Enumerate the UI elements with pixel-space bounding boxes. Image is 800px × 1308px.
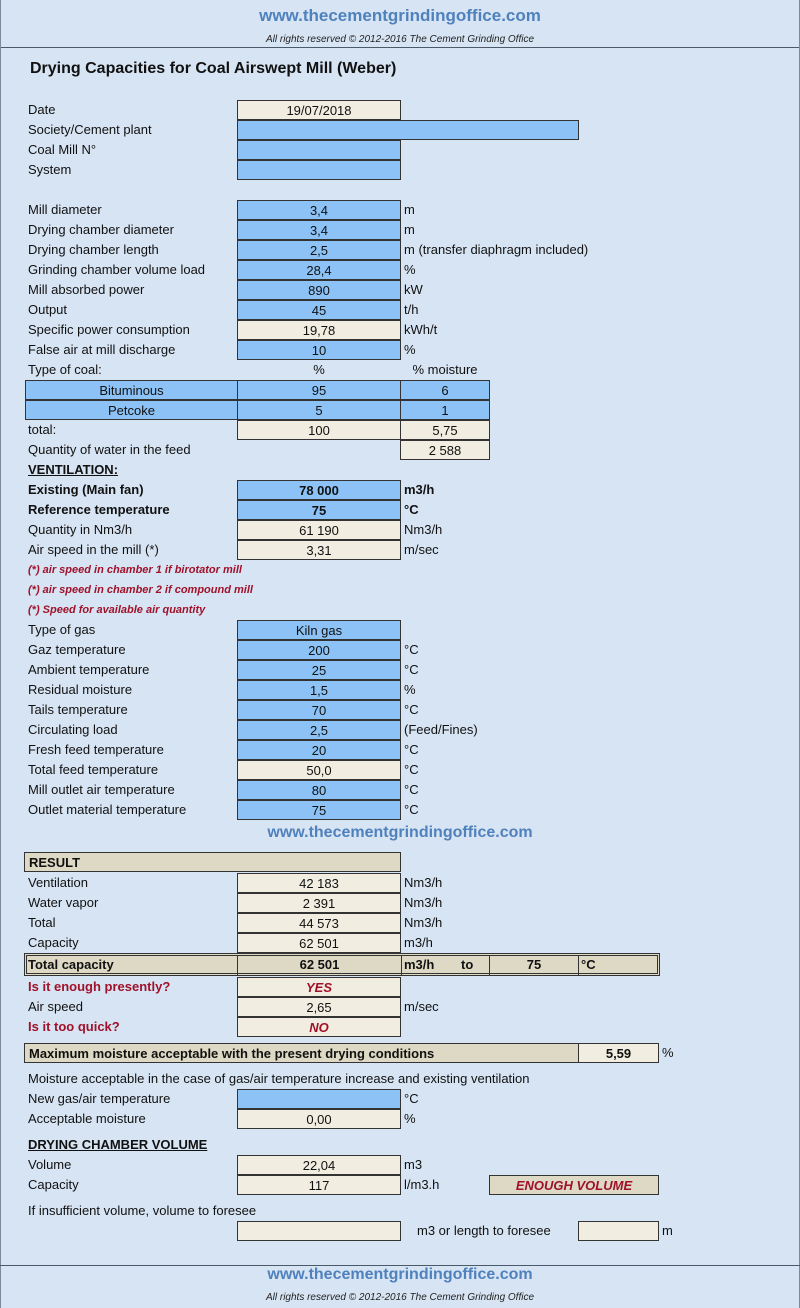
result-unit: Nm3/h [404, 875, 443, 890]
gas-param-value[interactable]: 2,5 [237, 720, 401, 740]
gas-param-label: Ambient temperature [28, 662, 150, 677]
mill-param-unit: m (transfer diaphragm included) [404, 242, 589, 257]
result-unit: Nm3/h [404, 895, 443, 910]
gas-param-label: Circulating load [28, 722, 118, 737]
society-label: Society/Cement plant [28, 122, 152, 137]
total-to-label: to [461, 957, 474, 972]
ventilation-unit: Nm3/h [404, 522, 443, 537]
result-value: 2 391 [237, 893, 401, 913]
foresee-volume-field [237, 1221, 401, 1241]
gas-param-label: Tails temperature [28, 702, 128, 717]
ventilation-note: (*) Speed for available air quantity [28, 604, 206, 616]
coal-type-pct[interactable]: 5 [237, 400, 401, 420]
total-divider-2 [401, 955, 402, 975]
result-unit: Nm3/h [404, 915, 443, 930]
new-temp-label: New gas/air temperature [28, 1091, 171, 1106]
system-field[interactable] [237, 160, 401, 180]
air-speed-unit: m/sec [404, 999, 439, 1014]
acc-moisture-value: 0,00 [237, 1109, 401, 1129]
mill-param-unit: m [404, 202, 415, 217]
quick-label: Is it too quick? [28, 1019, 120, 1034]
foresee-length-field [578, 1221, 659, 1241]
gas-param-value: 50,0 [237, 760, 401, 780]
result-unit: m3/h [404, 935, 433, 950]
max-moisture-unit: % [662, 1045, 674, 1060]
mill-param-value: 19,78 [237, 320, 401, 340]
water-value: 2 588 [400, 440, 490, 460]
mill-param-value[interactable]: 10 [237, 340, 401, 360]
enough-value: YES [237, 977, 401, 997]
mill-param-unit: kW [404, 282, 423, 297]
site-footer-link[interactable]: www.thecementgrindingoffice.com [267, 1266, 533, 1283]
gas-param-value[interactable]: Kiln gas [237, 620, 401, 640]
result-value: 42 183 [237, 873, 401, 893]
max-moisture-label: Maximum moisture acceptable with the present drying conditions [24, 1043, 579, 1063]
result-value: 62 501 [237, 933, 401, 953]
coal-total-pct: 100 [237, 420, 401, 440]
result-heading: RESULT [24, 852, 401, 872]
ventilation-label: Air speed in the mill (*) [28, 542, 159, 557]
ventilation-label: Existing (Main fan) [28, 482, 144, 497]
volume-label: Volume [28, 1157, 72, 1172]
chamber-capacity-unit: l/m3.h [404, 1177, 440, 1192]
water-label: Quantity of water in the feed [28, 442, 191, 457]
site-header-link[interactable]: www.thecementgrindingoffice.com [259, 6, 541, 25]
gas-param-label: Outlet material temperature [28, 802, 187, 817]
air-speed-value: 2,65 [237, 997, 401, 1017]
mill-param-unit: t/h [404, 302, 419, 317]
coal-total-moisture: 5,75 [400, 420, 490, 440]
mill-param-unit: m [404, 222, 415, 237]
total-to-unit: °C [581, 957, 596, 972]
insufficient-label: If insufficient volume, volume to foresee [28, 1203, 257, 1218]
result-label: Total [28, 915, 56, 930]
mill-param-label: Output [28, 302, 68, 317]
total-to-value: 75 [526, 957, 542, 972]
mill-param-label: Specific power consumption [28, 322, 190, 337]
gas-param-value[interactable]: 25 [237, 660, 401, 680]
air-speed-label: Air speed [28, 999, 83, 1014]
ventilation-note: (*) air speed in chamber 2 if compound mill [28, 584, 253, 596]
gas-param-unit: % [404, 682, 416, 697]
copyright-header: All rights reserved © 2012-2016 The Cement Grinding Office [265, 34, 535, 45]
mill-param-unit: % [404, 262, 416, 277]
total-capacity-label: Total capacity [28, 957, 114, 972]
max-moisture-value: 5,59 [578, 1043, 659, 1063]
mill-no-field[interactable] [237, 140, 401, 160]
gas-param-value[interactable]: 20 [237, 740, 401, 760]
enough-label: Is it enough presently? [28, 979, 171, 994]
gas-param-label: Fresh feed temperature [28, 742, 164, 757]
ventilation-note: (*) air speed in chamber 1 if birotator mill [28, 564, 242, 576]
mill-param-unit: % [404, 342, 416, 357]
gas-param-label: Mill outlet air temperature [28, 782, 175, 797]
ventilation-value[interactable]: 75 [237, 500, 401, 520]
foresee-unit: m3 or length to foresee [417, 1223, 551, 1238]
gas-param-value[interactable]: 75 [237, 800, 401, 820]
ventilation-value[interactable]: 78 000 [237, 480, 401, 500]
coal-type-moisture[interactable]: 1 [400, 400, 490, 420]
result-value: 44 573 [237, 913, 401, 933]
mill-param-value[interactable]: 28,4 [237, 260, 401, 280]
mill-param-value[interactable]: 45 [237, 300, 401, 320]
gas-param-label: Gaz temperature [28, 642, 126, 657]
ventilation-unit: °C [404, 502, 419, 517]
total-capacity-unit: m3/h [404, 957, 435, 972]
gas-param-unit: (Feed/Fines) [404, 722, 478, 737]
new-temp-field[interactable] [237, 1089, 401, 1109]
mill-param-label: Drying chamber diameter [28, 222, 174, 237]
page-title: Drying Capacities for Coal Airswept Mill (Weber) [30, 60, 397, 77]
ventilation-label: Quantity in Nm3/h [28, 522, 133, 537]
chamber-capacity-label: Capacity [28, 1177, 79, 1192]
acc-moisture-label: Acceptable moisture [28, 1111, 146, 1126]
gas-param-unit: °C [404, 762, 419, 777]
gas-param-unit: °C [404, 642, 419, 657]
header-divider [0, 47, 800, 48]
chamber-heading: DRYING CHAMBER VOLUME [28, 1137, 208, 1152]
coal-type-label: Type of coal: [28, 362, 102, 377]
copyright-footer: All rights reserved © 2012-2016 The Cement Grinding Office [265, 1292, 535, 1303]
result-label: Capacity [28, 935, 79, 950]
ventilation-unit: m/sec [404, 542, 439, 557]
chamber-capacity-value: 117 [237, 1175, 401, 1195]
mill-param-label: Drying chamber length [28, 242, 159, 257]
mill-param-label: Mill diameter [28, 202, 102, 217]
date-label: Date [28, 102, 56, 117]
gas-param-unit: °C [404, 742, 419, 757]
new-temp-unit: °C [404, 1091, 419, 1106]
coal-pct-header: % [313, 362, 325, 377]
gas-param-label: Total feed temperature [28, 762, 159, 777]
gas-param-value[interactable]: 200 [237, 640, 401, 660]
ventilation-unit: m3/h [404, 482, 435, 497]
mill-param-value[interactable]: 2,5 [237, 240, 401, 260]
gas-param-unit: °C [404, 782, 419, 797]
gas-param-label: Residual moisture [28, 682, 133, 697]
gas-param-value[interactable]: 1,5 [237, 680, 401, 700]
total-capacity-value: 62 501 [299, 957, 340, 972]
gas-param-label: Type of gas [28, 622, 96, 637]
coal-moisture-header: % moisture [412, 362, 478, 377]
coal-type-name[interactable]: Petcoke [25, 400, 238, 420]
society-field[interactable] [237, 120, 579, 140]
mill-param-label: Grinding chamber volume load [28, 262, 206, 277]
total-divider-4 [578, 955, 579, 975]
foresee-length-unit: m [662, 1223, 673, 1238]
mill-param-value[interactable]: 3,4 [237, 220, 401, 240]
mill-param-label: Mill absorbed power [28, 282, 145, 297]
mill-param-label: False air at mill discharge [28, 342, 176, 357]
volume-unit: m3 [404, 1157, 423, 1172]
ventilation-heading: VENTILATION: [28, 462, 119, 477]
result-label: Water vapor [28, 895, 99, 910]
gas-param-value[interactable]: 70 [237, 700, 401, 720]
quick-value: NO [237, 1017, 401, 1037]
coal-type-pct[interactable]: 95 [237, 380, 401, 400]
date-field[interactable]: 19/07/2018 [237, 100, 401, 120]
gas-param-unit: °C [404, 662, 419, 677]
acc-moisture-unit: % [404, 1111, 416, 1126]
system-label: System [28, 162, 72, 177]
volume-value: 22,04 [237, 1155, 401, 1175]
ventilation-label: Reference temperature [28, 502, 170, 517]
coal-total-label: total: [28, 422, 57, 437]
gas-param-unit: °C [404, 802, 419, 817]
coal-type-name[interactable]: Bituminous [25, 380, 238, 400]
mill-param-value[interactable]: 890 [237, 280, 401, 300]
coal-type-moisture[interactable]: 6 [400, 380, 490, 400]
increase-heading: Moisture acceptable in the case of gas/air temperature increase and existing ventilation [28, 1071, 530, 1086]
mill-no-label: Coal Mill N° [28, 142, 97, 157]
gas-param-value[interactable]: 80 [237, 780, 401, 800]
ventilation-value: 61 190 [237, 520, 401, 540]
gas-param-unit: °C [404, 702, 419, 717]
mill-param-value[interactable]: 3,4 [237, 200, 401, 220]
mill-param-unit: kWh/t [404, 322, 438, 337]
left-border [0, 0, 1, 1308]
result-label: Ventilation [28, 875, 88, 890]
ventilation-value: 3,31 [237, 540, 401, 560]
volume-status-badge: ENOUGH VOLUME [489, 1175, 659, 1195]
site-mid-link[interactable]: www.thecementgrindingoffice.com [267, 824, 533, 841]
